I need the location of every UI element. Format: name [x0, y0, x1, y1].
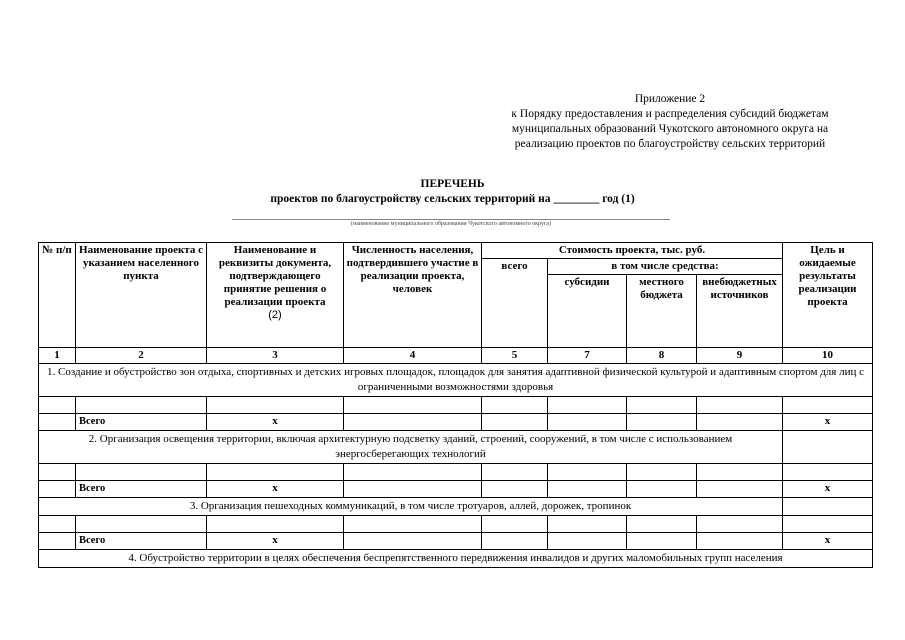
- x-mark: х: [207, 533, 344, 550]
- x-mark: х: [207, 481, 344, 498]
- projects-table: [38, 242, 873, 568]
- header-goal: Цель и ожидаемые результаты реализации проекта: [783, 243, 873, 348]
- municipality-line: [232, 219, 670, 220]
- appendix-line-2: к Порядку предоставления и распределения субсидий бюджетам: [511, 108, 829, 120]
- col-num-7: 7: [548, 348, 627, 364]
- total-label: Всего: [76, 533, 207, 550]
- section-row-3: [39, 498, 873, 516]
- section-title-1: 1. Создание и обустройство зон отдыха, спортивных и детских игровых площадок, площадок для занятия адаптивной физической культурой и адаптивным спортом для лиц с ограниченными возможностями здоровья: [39, 364, 873, 397]
- col-num-8: 8: [627, 348, 697, 364]
- header-population: Численность населения, подтвердившего участие в реализации проекта, человек: [344, 243, 482, 348]
- total-label: Всего: [76, 414, 207, 431]
- appendix-line-4: реализацию проектов по благоустройству сельских территорий: [514, 138, 826, 150]
- section-row-4: [39, 550, 873, 568]
- header-document-text: Наименование и реквизиты документа, подтверждающего принятие решения о реализации проекта: [218, 244, 332, 308]
- col-num-1: 1: [39, 348, 76, 364]
- col-num-5: 5: [482, 348, 548, 364]
- col-num-10: 10: [783, 348, 873, 364]
- section-row-1: [39, 364, 873, 397]
- col-num-2: 2: [76, 348, 207, 364]
- header-offbudget: внебюджетных источников: [697, 275, 783, 348]
- appendix-line-3: муниципальных образований Чукотского автономного округа на: [511, 123, 829, 135]
- header-including: в том числе средства:: [548, 259, 783, 275]
- total-row-2: [39, 481, 873, 498]
- data-row: [39, 397, 873, 414]
- col-num-4: 4: [344, 348, 482, 364]
- municipality-caption: (наименование муниципального образования Чукотского автономного округа): [350, 221, 552, 227]
- total-row-1: [39, 414, 873, 431]
- document-subtitle: проектов по благоустройству сельских территорий на ________ год (1): [270, 193, 635, 205]
- data-row: [39, 464, 873, 481]
- x-mark: х: [783, 481, 873, 498]
- header-subsidy: субсидии: [548, 275, 627, 348]
- section-title-4: 4. Обустройство территории в целях обеспечения беспрепятственного передвижения инвалидов и других маломобильных групп населения: [39, 550, 873, 568]
- header-project: Наименование проекта с указанием населенного пункта: [76, 243, 207, 348]
- appendix-block: [470, 92, 870, 152]
- section-row-2: [39, 431, 873, 464]
- section-title-3: 3. Организация пешеходных коммуникаций, в том числе тротуаров, аллей, дорожек, тропинок: [39, 498, 783, 516]
- x-mark: х: [207, 414, 344, 431]
- x-mark: х: [783, 533, 873, 550]
- header-cost: Стоимость проекта, тыс. руб.: [482, 243, 783, 259]
- header-document: [207, 243, 344, 348]
- data-row: [39, 516, 873, 533]
- header-total: всего: [482, 259, 548, 348]
- header-local-budget: местного бюджета: [627, 275, 697, 348]
- document-title: ПЕРЕЧЕНЬ: [420, 178, 485, 190]
- x-mark: х: [783, 414, 873, 431]
- section-title-2: 2. Организация освещения территории, включая архитектурную подсветку зданий, строений, сооружений, в том числе с использованием энергосберегающих технологий: [39, 431, 783, 464]
- total-row-3: [39, 533, 873, 550]
- header-num: № п/п: [39, 243, 76, 348]
- col-num-3: 3: [207, 348, 344, 364]
- column-number-row: [39, 348, 873, 364]
- header-document-note: (2): [268, 309, 282, 321]
- col-num-9: 9: [697, 348, 783, 364]
- appendix-line-1: Приложение 2: [634, 93, 706, 105]
- total-label: Всего: [76, 481, 207, 498]
